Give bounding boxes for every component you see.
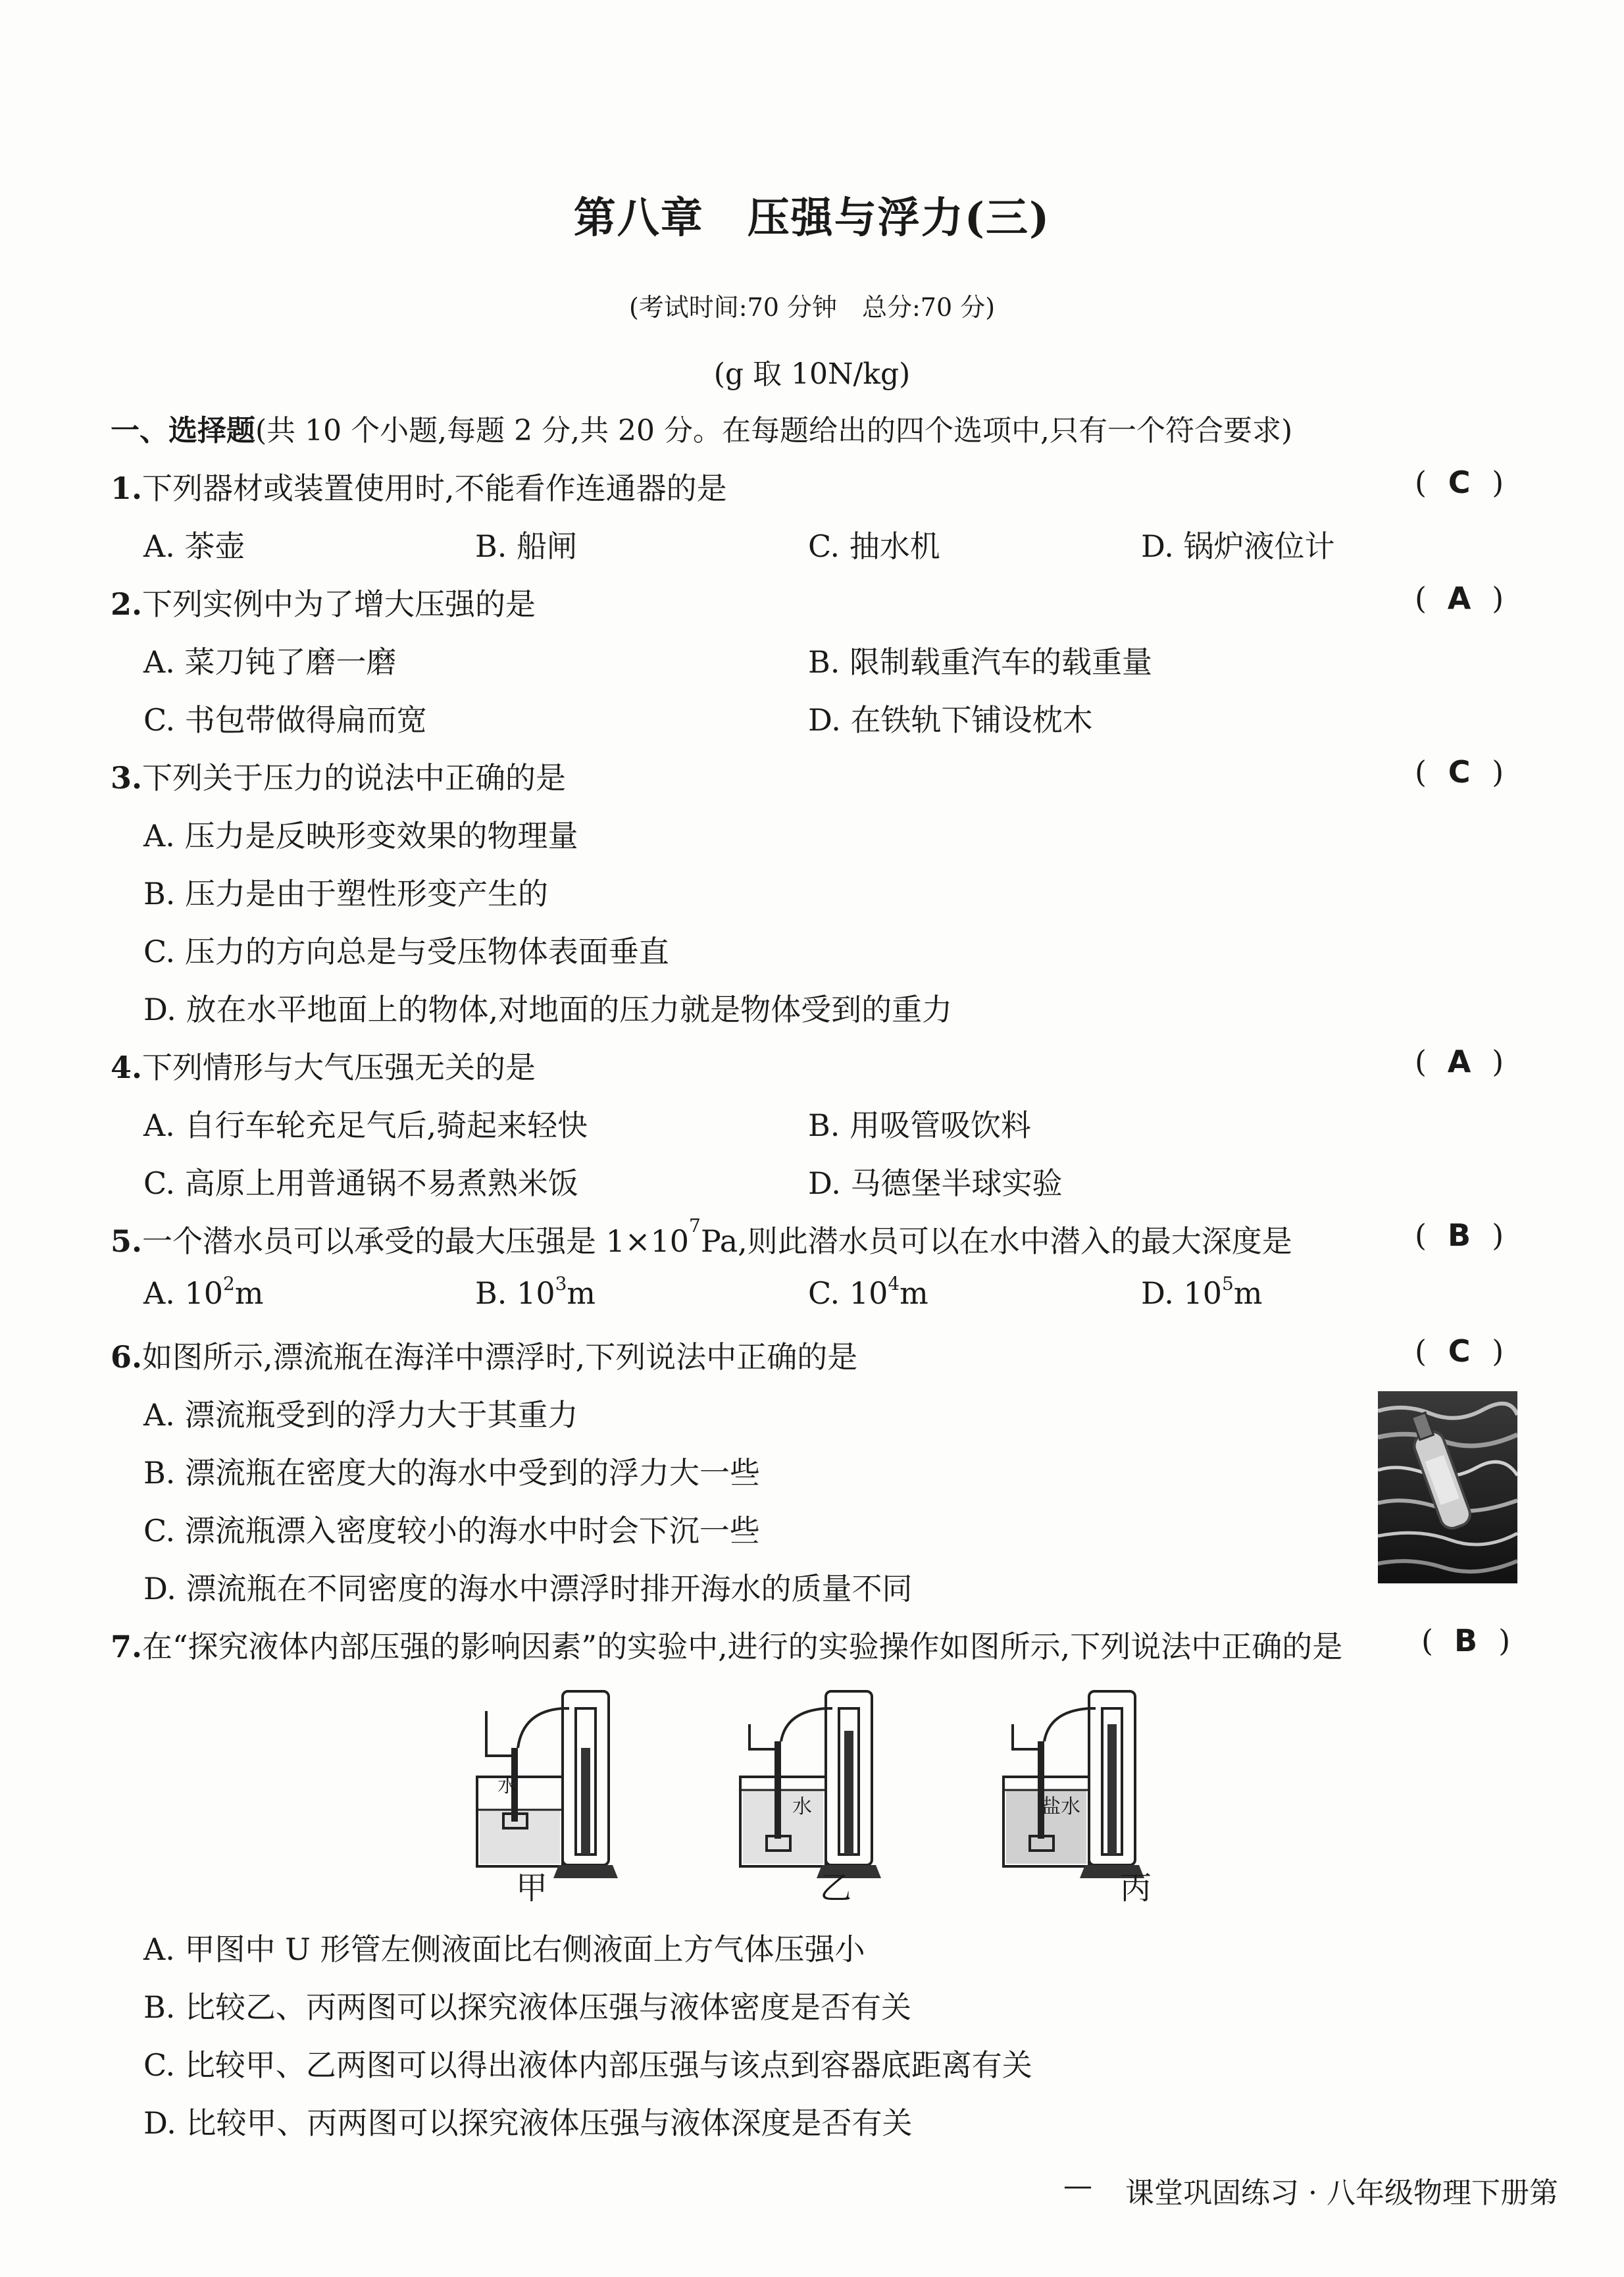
question-number: 4. [111, 1050, 143, 1085]
q5-option-d [1141, 1275, 1262, 1311]
answer-6: ( C ) [1415, 1333, 1504, 1369]
answer-letter: C [1448, 1333, 1471, 1369]
question-number: 3. [111, 760, 143, 796]
answer-3: ( C ) [1415, 754, 1504, 790]
answer-letter: A [1447, 1044, 1471, 1079]
question-number: 7. [111, 1629, 143, 1664]
option-unit: m [567, 1275, 596, 1311]
q5-option-a [143, 1275, 263, 1311]
exponent: 3 [555, 1273, 567, 1294]
q4-option-b: B. 用吸管吸饮料 [808, 1108, 1032, 1143]
q6-option-c: C. 漂流瓶漂入密度较小的海水中时会下沉一些 [143, 1513, 760, 1548]
q4-option-d: D. 马德堡半球实验 [808, 1165, 1063, 1201]
question-number: 2. [111, 586, 143, 622]
answer-5: ( B ) [1415, 1217, 1504, 1253]
caption-jia: 甲 [516, 1870, 548, 1906]
option-base: D. 10 [1141, 1275, 1223, 1311]
question-3 [111, 754, 566, 798]
apparatus-yi [740, 1691, 881, 1878]
liquid-label-yi: 水 [792, 1795, 812, 1818]
caption-yi: 乙 [820, 1870, 852, 1906]
q7-option-d: D. 比较甲、丙两图可以探究液体压强与液体深度是否有关 [143, 2105, 913, 2141]
option-unit: m [1233, 1275, 1263, 1311]
option-base: C. 10 [808, 1275, 888, 1311]
question-number: 1. [111, 471, 143, 506]
liquid-label-bing: 盐水 [1041, 1795, 1080, 1818]
answer-2: ( A ) [1415, 580, 1504, 616]
question-stem-part-b: Pa,则此潜水员可以在水中潜入的最大深度是 [700, 1223, 1292, 1259]
answer-letter: A [1447, 580, 1471, 616]
answer-letter: B [1448, 1217, 1471, 1253]
question-4 [111, 1044, 536, 1087]
q7-option-b: B. 比较乙、丙两图可以探究液体压强与液体密度是否有关 [143, 1989, 912, 2025]
q7-option-a: A. 甲图中 U 形管左侧液面比右侧液面上方气体压强小 [143, 1932, 865, 1967]
liquid-label-jia: 水 [497, 1774, 517, 1797]
section-desc: (共 10 个小题,每题 2 分,共 20 分。在每题给出的四个选项中,只有一个符合要求) [255, 414, 1293, 448]
exponent: 7 [689, 1215, 701, 1237]
option-base: A. 10 [143, 1275, 223, 1311]
caption-bing: 丙 [1120, 1870, 1152, 1906]
q3-option-a: A. 压力是反映形变效果的物理量 [143, 818, 578, 854]
q3-option-c: C. 压力的方向总是与受压物体表面垂直 [143, 934, 669, 969]
option-unit: m [234, 1275, 264, 1311]
exam-info: (考试时间:70 分钟 总分:70 分) [628, 293, 996, 322]
answer-letter: C [1448, 754, 1471, 790]
q1-option-d: D. 锅炉液位计 [1141, 528, 1335, 564]
section-label: 一、选择题 [111, 414, 255, 448]
q6-option-d: D. 漂流瓶在不同密度的海水中漂浮时排开海水的质量不同 [143, 1571, 913, 1606]
q6-option-b: B. 漂流瓶在密度大的海水中受到的浮力大一些 [143, 1455, 761, 1491]
q2-option-a: A. 菜刀钝了磨一磨 [143, 644, 397, 680]
q3-option-d: D. 放在水平地面上的物体,对地面的压力就是物体受到的重力 [143, 992, 953, 1027]
answer-1: ( C ) [1415, 465, 1504, 500]
pressure-experiment-figure [461, 1685, 1237, 1889]
exponent: 4 [888, 1273, 900, 1294]
q5-option-c [808, 1275, 928, 1311]
exponent: 2 [223, 1273, 235, 1294]
question-5 [111, 1217, 1292, 1261]
question-6 [111, 1333, 857, 1377]
question-number: 5. [111, 1223, 143, 1259]
question-2 [111, 580, 536, 624]
q5-option-b [475, 1275, 596, 1311]
q6-option-a: A. 漂流瓶受到的浮力大于其重力 [143, 1397, 578, 1433]
answer-letter: B [1454, 1623, 1478, 1658]
q1-option-c: C. 抽水机 [808, 528, 940, 564]
question-stem: 下列器材或装置使用时,不能看作连通器的是 [142, 471, 727, 506]
question-stem: 在“探究液体内部压强的影响因素”的实验中,进行的实验操作如图所示,下列说法中正确的是 [142, 1629, 1343, 1664]
answer-letter: C [1448, 465, 1471, 500]
question-1 [111, 465, 727, 508]
question-number: 6. [111, 1339, 143, 1375]
exponent: 5 [1222, 1273, 1234, 1294]
page-title: 第八章 压强与浮力(三) [573, 193, 1051, 243]
question-stem: 下列实例中为了增大压强的是 [142, 586, 536, 622]
question-stem: 下列情形与大气压强无关的是 [142, 1050, 536, 1085]
footer-dash: — [1063, 2169, 1092, 2203]
footer-text: 课堂巩固练习 · 八年级物理下册第 [1125, 2176, 1558, 2210]
section-heading [111, 407, 1292, 449]
question-stem: 下列关于压力的说法中正确的是 [142, 760, 567, 796]
option-unit: m [900, 1275, 928, 1311]
q2-option-b: B. 限制载重汽车的载重量 [808, 644, 1153, 680]
q4-option-a: A. 自行车轮充足气后,骑起来轻快 [143, 1108, 588, 1143]
answer-7: ( B ) [1421, 1623, 1511, 1658]
q7-option-c: C. 比较甲、乙两图可以得出液体内部压强与该点到容器底距离有关 [143, 2047, 1032, 2083]
q1-option-b: B. 船闸 [475, 528, 578, 564]
question-stem: 如图所示,漂流瓶在海洋中漂浮时,下列说法中正确的是 [142, 1339, 858, 1375]
q2-option-d: D. 在铁轨下铺设枕木 [808, 702, 1093, 738]
option-base: B. 10 [475, 1275, 555, 1311]
drift-bottle-photo [1378, 1391, 1517, 1583]
q4-option-c: C. 高原上用普通锅不易煮熟米饭 [143, 1165, 578, 1201]
question-7 [111, 1623, 1342, 1666]
apparatus-bing [1003, 1691, 1144, 1878]
question-stem-part-a: 一个潜水员可以承受的最大压强是 1×10 [142, 1223, 689, 1259]
q1-option-a: A. 茶壶 [143, 528, 245, 564]
q3-option-b: B. 压力是由于塑性形变产生的 [143, 876, 549, 911]
q2-option-c: C. 书包带做得扁而宽 [143, 702, 427, 738]
answer-4: ( A ) [1415, 1044, 1504, 1079]
g-note: (g 取 10N/kg) [713, 357, 911, 391]
